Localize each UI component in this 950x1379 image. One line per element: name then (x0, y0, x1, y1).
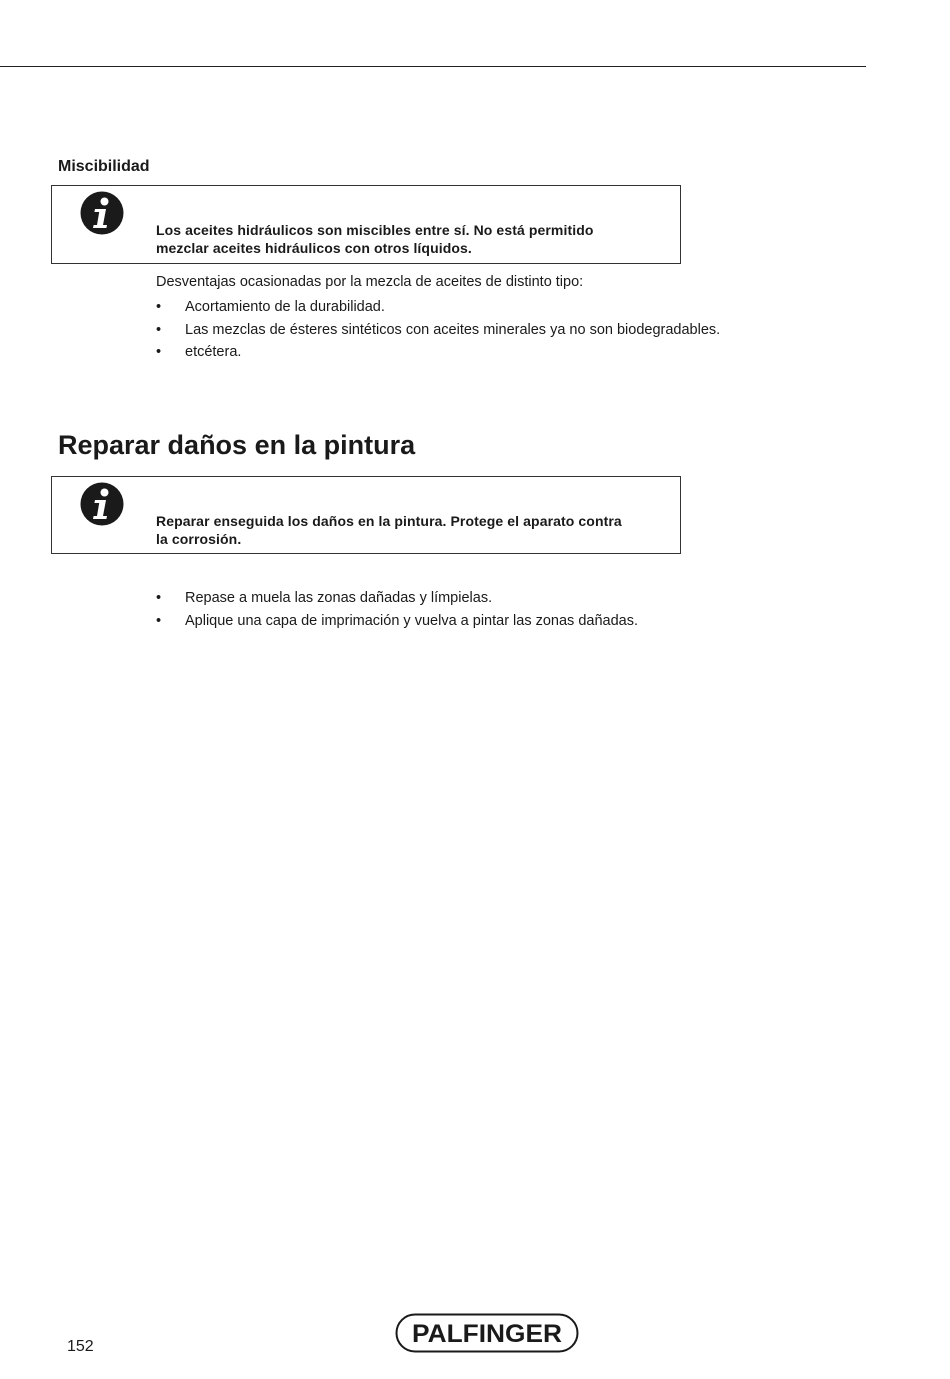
subsection-title: Miscibilidad (58, 158, 150, 175)
notice-line: la corrosión. (156, 531, 242, 547)
list-item-text: Repase a muela las zonas dañadas y límpielas. (185, 590, 493, 606)
list-item-text: etcétera. (185, 344, 242, 360)
list-item-text: Las mezclas de ésteres sintéticos con aceites minerales ya no son biodegradables. (185, 321, 721, 338)
list-item (156, 319, 720, 342)
list-item (156, 296, 720, 319)
info-icon (80, 482, 124, 526)
list-item-text: Aplique una capa de imprimación y vuelva a pintar las zonas dañadas. (185, 612, 638, 629)
palfinger-logo (395, 1313, 579, 1353)
list-item-text: Acortamiento de la durabilidad. (185, 299, 385, 315)
notice-text (156, 512, 670, 548)
list-item (156, 587, 638, 610)
page-number: 152 (67, 1338, 94, 1355)
bullet: • (156, 590, 162, 606)
bullet: • (156, 344, 162, 360)
info-icon (80, 191, 124, 235)
notice-line: Los aceites hidráulicos son miscibles entre sí. No está permitido (156, 222, 594, 238)
info-notice-paint (51, 476, 681, 554)
notice-text (156, 221, 670, 257)
section-title: Reparar daños en la pintura (58, 430, 416, 460)
disadvantages-intro: Desventajas ocasionadas por la mezcla de aceites de distinto tipo: (156, 274, 584, 290)
header-rule (0, 66, 866, 67)
info-notice-miscibility (51, 185, 681, 264)
bullet: • (156, 612, 162, 629)
list-item (156, 341, 720, 364)
notice-line: Reparar enseguida los daños en la pintura. Protege el aparato contra (156, 513, 622, 529)
bullet: • (156, 321, 162, 338)
notice-line: mezclar aceites hidráulicos con otros líquidos. (156, 240, 472, 256)
logo-text: PALFINGER (412, 1320, 562, 1348)
repair-steps-list (156, 587, 638, 632)
list-item (156, 610, 638, 633)
bullet: • (156, 299, 162, 315)
disadvantages-list (156, 296, 720, 364)
